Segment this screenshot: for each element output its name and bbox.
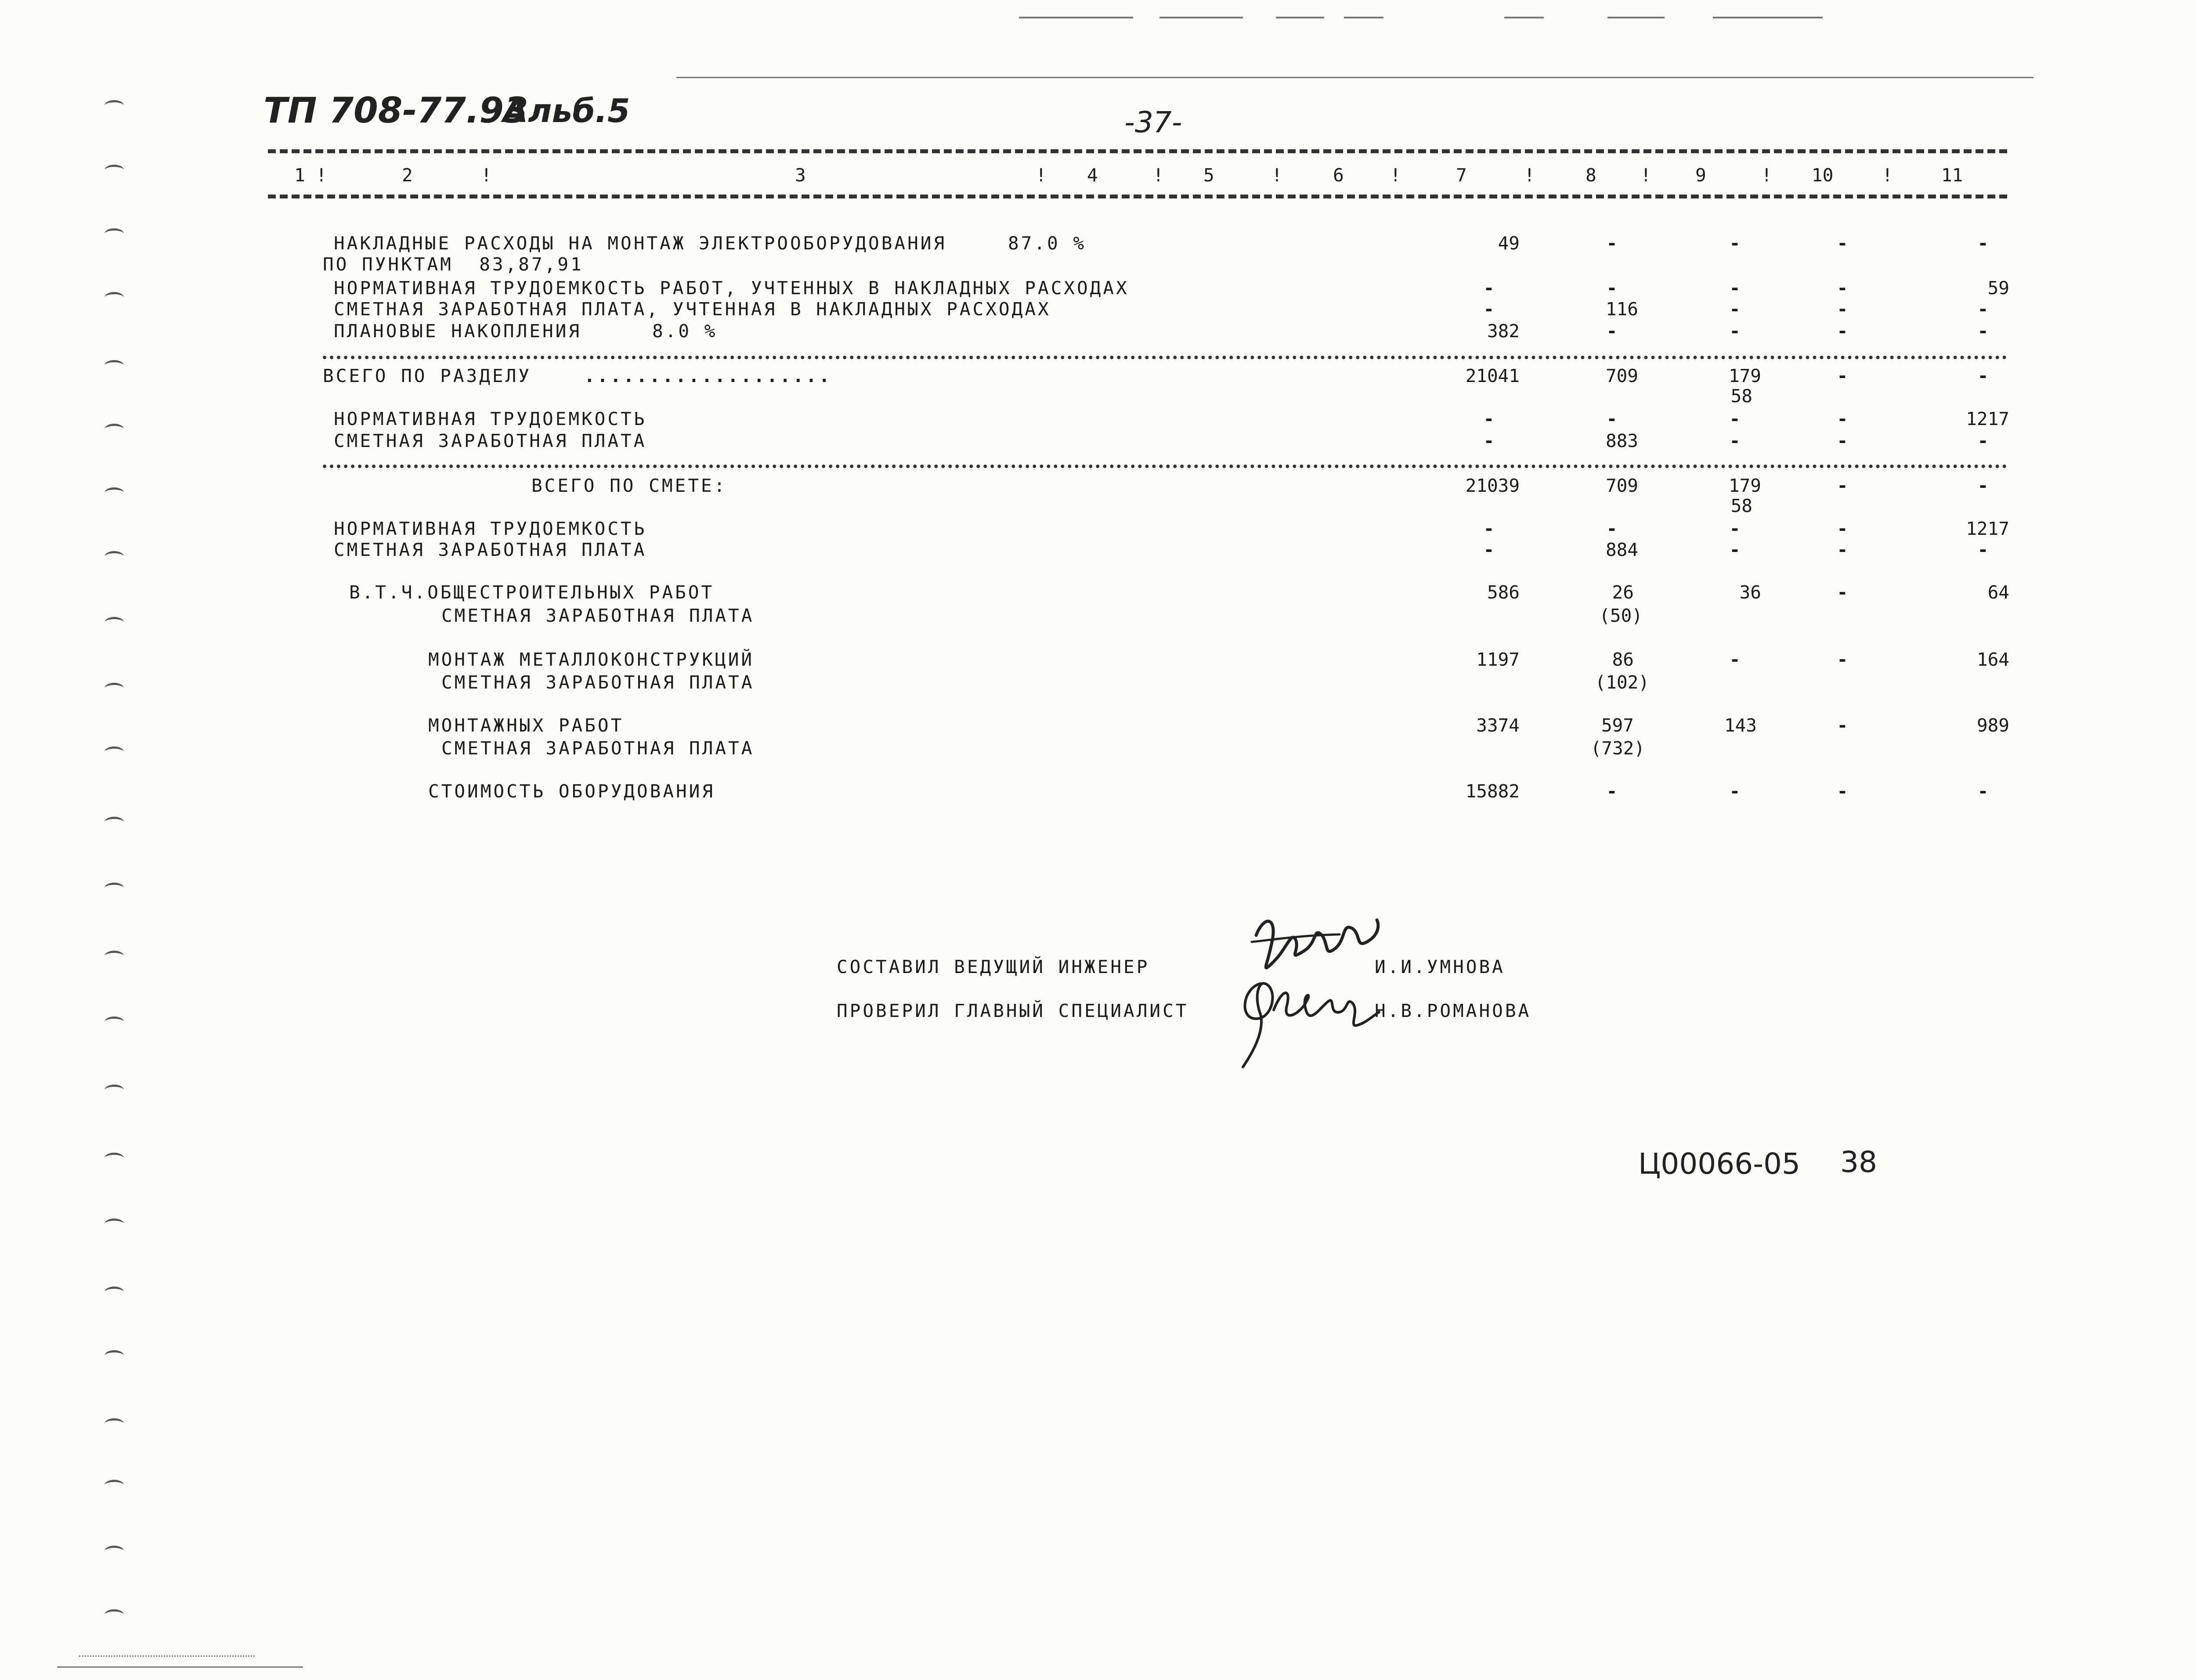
- cell-col8: -: [1606, 408, 1618, 429]
- cell-col7: 1197: [1476, 649, 1520, 670]
- cell-col10: -: [1837, 518, 1848, 539]
- compiled-by-name: И.И.УМНОВА: [1375, 956, 1505, 977]
- cell-col9-sub: 58: [1730, 495, 1752, 516]
- col-header: !: [1271, 165, 1282, 186]
- cell-col8: 86: [1612, 649, 1634, 670]
- cell-col9: 179: [1728, 365, 1761, 386]
- checked-by-name: Н.В.РОМАНОВА: [1375, 1000, 1531, 1021]
- row-percent: 8.0 %: [652, 321, 718, 342]
- row-label: ВСЕГО ПО РАЗДЕЛУ: [323, 365, 531, 386]
- col-header: 5: [1203, 165, 1214, 186]
- cell-col11: -: [1977, 365, 1989, 386]
- cell-col9: -: [1729, 233, 1741, 254]
- cell-col10: -: [1837, 475, 1848, 496]
- col-header: !: [1761, 165, 1772, 186]
- cell-col9: -: [1729, 539, 1741, 560]
- cell-col7: 21041: [1465, 365, 1520, 386]
- section-separator: [323, 465, 2007, 468]
- compiled-by-label: СОСТАВИЛ ВЕДУЩИЙ ИНЖЕНЕР: [837, 956, 1150, 977]
- col-header: 7: [1456, 165, 1467, 186]
- cell-col9: -: [1729, 408, 1741, 429]
- cell-col8: 26: [1612, 582, 1634, 603]
- row-label: ВСЕГО ПО СМЕТЕ:: [531, 475, 727, 496]
- cell-col11: -: [1977, 430, 1989, 451]
- row-percent: 87.0 %: [1008, 233, 1087, 254]
- cell-col7: 382: [1487, 321, 1520, 342]
- dot-leader: ...................: [584, 365, 832, 386]
- cell-col8: -: [1606, 518, 1618, 539]
- row-label-cont: ПО ПУНКТАМ 83,87,91: [323, 254, 584, 275]
- doc-code: ТП 708-77.93: [264, 90, 528, 131]
- cell-col11: 1217: [1966, 408, 2009, 429]
- cell-col10: -: [1837, 233, 1848, 254]
- cell-col7: -: [1483, 430, 1495, 451]
- row-label: В.Т.Ч.ОБЩЕСТРОИТЕЛЬНЫХ РАБОТ: [349, 582, 715, 603]
- sheet-number: 38: [1840, 1145, 1877, 1179]
- row-sublabel: СМЕТНАЯ ЗАРАБОТНАЯ ПЛАТА: [441, 672, 755, 693]
- cell-col7: -: [1483, 539, 1495, 560]
- cell-col8: 709: [1605, 475, 1638, 496]
- col-header: !: [1390, 165, 1401, 186]
- cell-col7: 15882: [1465, 781, 1520, 802]
- row-label: НОРМАТИВНАЯ ТРУДОЕМКОСТЬ: [334, 518, 647, 539]
- cell-col9: 143: [1724, 715, 1757, 736]
- cell-col10: -: [1837, 649, 1848, 670]
- cell-col8: -: [1606, 781, 1618, 802]
- col-header: 11: [1941, 165, 1963, 186]
- cell-col9: -: [1729, 649, 1741, 670]
- cell-col10: -: [1837, 408, 1848, 429]
- col-header: !: [1153, 165, 1164, 186]
- cell-col11: 64: [1987, 582, 2009, 603]
- header-rule-top: [268, 149, 2007, 153]
- cell-col8: 116: [1605, 299, 1638, 320]
- cell-col9: -: [1729, 321, 1741, 342]
- cell-col9: 179: [1728, 475, 1761, 496]
- cell-col8: 597: [1601, 715, 1634, 736]
- cell-col7: 3374: [1476, 715, 1520, 736]
- cell-col9: -: [1729, 518, 1741, 539]
- header-rule-bottom: [268, 195, 2007, 198]
- cell-col10: -: [1837, 299, 1848, 320]
- cell-col10: -: [1837, 321, 1848, 342]
- cell-col11: 989: [1976, 715, 2009, 736]
- cell-col7: -: [1483, 518, 1495, 539]
- cell-col10: -: [1837, 781, 1848, 802]
- cell-col9: -: [1729, 278, 1741, 299]
- col-header: !: [1882, 165, 1893, 186]
- col-header: 6: [1333, 165, 1344, 186]
- row-label: НАКЛАДНЫЕ РАСХОДЫ НА МОНТАЖ ЭЛЕКТРООБОРУДОВАНИЯ: [334, 233, 947, 254]
- cell-col7: 21039: [1465, 475, 1520, 496]
- col-header: 4: [1087, 165, 1098, 186]
- cell-col8: 883: [1605, 430, 1638, 451]
- col-header: 10: [1812, 165, 1834, 186]
- col-header: !: [1524, 165, 1535, 186]
- cell-col11: -: [1977, 539, 1989, 560]
- cell-col9: 36: [1739, 582, 1761, 603]
- row-label: СТОИМОСТЬ ОБОРУДОВАНИЯ: [428, 781, 715, 802]
- cell-col9: -: [1729, 430, 1741, 451]
- cell-col9-sub: 58: [1730, 386, 1752, 407]
- row-label: МОНТАЖ МЕТАЛЛОКОНСТРУКЦИЙ: [428, 649, 755, 670]
- cell-col7: -: [1483, 408, 1495, 429]
- cell-col8-sub: (50): [1599, 605, 1643, 626]
- cell-col9: -: [1729, 299, 1741, 320]
- checked-by-label: ПРОВЕРИЛ ГЛАВНЫЙ СПЕЦИАЛИСТ: [837, 1000, 1189, 1021]
- cell-col11: -: [1977, 299, 1989, 320]
- col-header: 3: [795, 165, 806, 186]
- row-label: ПЛАНОВЫЕ НАКОПЛЕНИЯ: [334, 321, 582, 342]
- cell-col10: -: [1837, 715, 1848, 736]
- cell-col11: 59: [1987, 278, 2009, 299]
- cell-col7: 586: [1487, 582, 1520, 603]
- row-label: НОРМАТИВНАЯ ТРУДОЕМКОСТЬ: [334, 408, 647, 429]
- col-header: !: [481, 165, 492, 186]
- cell-col11: -: [1977, 321, 1989, 342]
- col-header: 9: [1695, 165, 1706, 186]
- row-label: МОНТАЖНЫХ РАБОТ: [428, 715, 624, 736]
- cell-col9: -: [1729, 781, 1741, 802]
- cell-col8: 884: [1605, 539, 1638, 560]
- cell-col11: -: [1977, 233, 1989, 254]
- col-header: !: [1036, 165, 1047, 186]
- cell-col11: 164: [1976, 649, 2009, 670]
- row-label: НОРМАТИВНАЯ ТРУДОЕМКОСТЬ РАБОТ, УЧТЕННЫХ В НАКЛАДНЫХ РАСХОДАХ: [334, 278, 1129, 299]
- cell-col11: -: [1977, 781, 1989, 802]
- row-sublabel: СМЕТНАЯ ЗАРАБОТНАЯ ПЛАТА: [441, 738, 755, 759]
- row-sublabel: СМЕТНАЯ ЗАРАБОТНАЯ ПЛАТА: [441, 605, 755, 626]
- cell-col8: -: [1606, 321, 1618, 342]
- row-label: СМЕТНАЯ ЗАРАБОТНАЯ ПЛАТА: [334, 539, 647, 560]
- section-separator: [323, 356, 2007, 359]
- album-label: Альб.5: [503, 92, 630, 130]
- cell-col7: 49: [1498, 233, 1520, 254]
- cell-col10: -: [1837, 539, 1848, 560]
- cell-col10: -: [1837, 430, 1848, 451]
- cell-col11: 1217: [1966, 518, 2009, 539]
- row-label: СМЕТНАЯ ЗАРАБОТНАЯ ПЛАТА: [334, 430, 647, 451]
- cell-col8: -: [1606, 278, 1618, 299]
- cell-col11: -: [1977, 475, 1989, 496]
- cell-col10: -: [1837, 365, 1848, 386]
- col-header: 2: [402, 165, 413, 186]
- cell-col10: -: [1837, 582, 1848, 603]
- signature-romanova: [1234, 970, 1383, 1071]
- cell-col8-sub: (732): [1590, 738, 1645, 759]
- col-header: !: [1640, 165, 1651, 186]
- col-header: 8: [1586, 165, 1596, 186]
- cell-col8: 709: [1605, 365, 1638, 386]
- page-number: -37-: [1124, 105, 1182, 139]
- cell-col8-sub: (102): [1595, 672, 1649, 693]
- row-label: СМЕТНАЯ ЗАРАБОТНАЯ ПЛАТА, УЧТЕННАЯ В НАКЛАДНЫХ РАСХОДАХ: [334, 299, 1051, 320]
- cell-col10: -: [1837, 278, 1848, 299]
- cell-col7: -: [1483, 299, 1495, 320]
- cell-col8: -: [1606, 233, 1618, 254]
- archive-code: Ц00066-05: [1638, 1147, 1800, 1181]
- col-header: 1 !: [294, 165, 327, 186]
- cell-col7: -: [1483, 278, 1495, 299]
